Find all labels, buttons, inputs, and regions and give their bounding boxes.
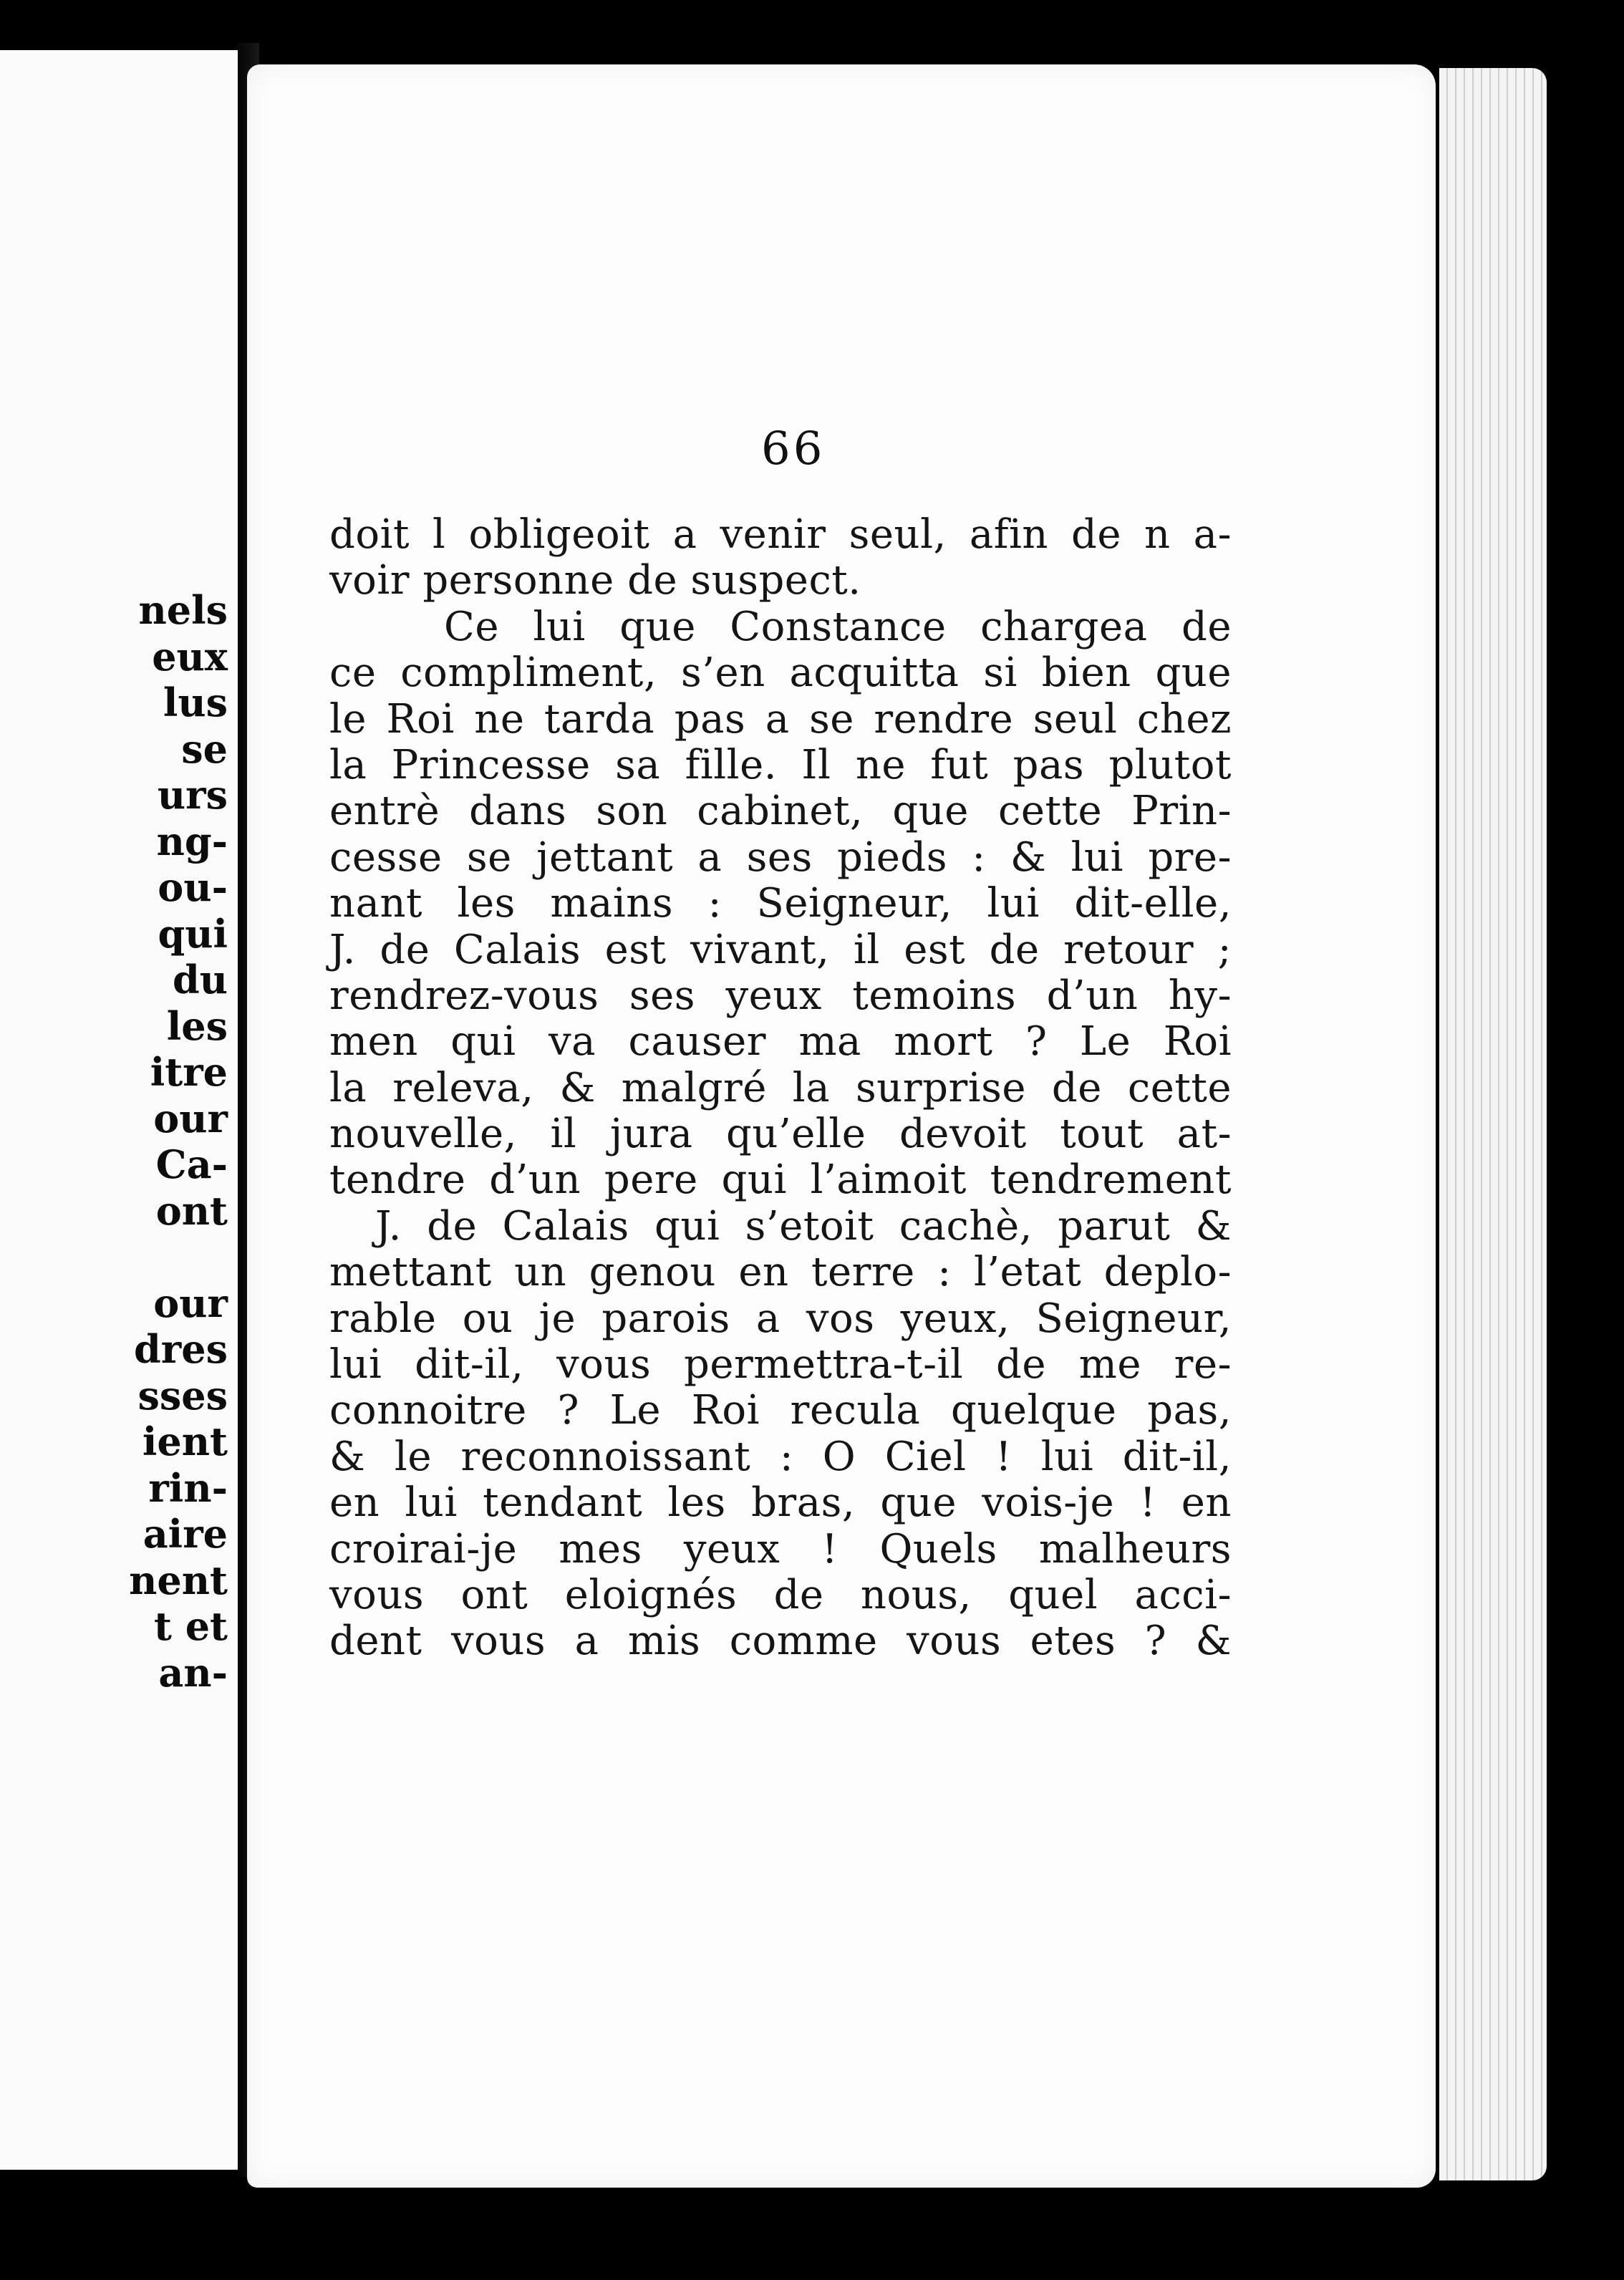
left-page-line: du [172,957,228,1003]
text-line: dent vous a mis comme vous etes ? & [329,1618,1232,1665]
left-page-line: an- [158,1649,228,1696]
text-line: Ce lui que Constance chargea de [444,603,1232,650]
left-page-line: nels [138,587,228,633]
left-page-line: ient [142,1419,228,1464]
text-line: nant les mains : Seigneur, lui dit-elle, [329,880,1232,927]
text-line: tendre d’un pere qui l’aimoit tendrement [329,1156,1232,1204]
text-line: ce compliment, s’en acquitta si bien que [329,649,1232,697]
left-page-line: urs [157,772,228,818]
text-line: entrè dans son cabinet, que cette Prin- [329,788,1232,835]
left-facing-page [0,50,241,2170]
text-line: la Princesse sa fille. Il ne fut pas plutot [329,741,1232,788]
text-line: voir personne de suspect. [329,557,861,604]
text-line: en lui tendant les bras, que vois-je ! en [329,1479,1232,1527]
left-page-line: nent [129,1557,228,1603]
page-edges [1439,68,1547,2180]
left-page-line: lus [163,680,228,725]
left-page-line: eux [152,633,228,680]
left-page-line: rin- [148,1464,228,1511]
text-line: J. de Calais est vivant, il est de retour ; [329,926,1232,973]
text-line: nouvelle, il jura qu’elle devoit tout at- [329,1111,1232,1158]
text-line: cesse se jettant a ses pieds : & lui pre- [329,834,1232,881]
left-page-line: se [181,725,228,772]
left-page-line: ont [155,1187,228,1234]
text-line: J. de Calais qui s’etoit cachè, parut & [375,1202,1232,1250]
left-page-line: itre [150,1049,228,1095]
left-page-line: aire [142,1511,228,1557]
left-page-line: qui [158,910,228,957]
text-line: le Roi ne tarda pas a se rendre seul chez [329,695,1232,743]
left-page-line: sses [137,1372,228,1419]
text-line: mettant un genou en terre : l’etat deplo- [329,1249,1232,1296]
page-number: 66 [761,422,826,475]
left-page-text-fragments [129,587,228,1696]
text-line: & le reconnoissant : O Ciel ! lui dit-il, [329,1433,1232,1480]
left-page-line: ng- [156,818,228,864]
left-page-line: Ca- [155,1141,228,1187]
left-page-line: dres [134,1326,228,1372]
text-line: la releva, & malgré la surprise de cette [329,1064,1232,1111]
text-line: rable ou je parois a vos yeux, Seigneur, [329,1295,1232,1342]
text-line: rendrez-vous ses yeux temoins d’un hy- [329,972,1232,1019]
text-line: croirai-je mes yeux ! Quels malheurs [329,1525,1232,1573]
left-page-line [129,1234,228,1280]
text-line: vous ont eloignés de nous, quel acci- [329,1571,1232,1618]
text-line: lui dit-il, vous permettra-t-il de me re- [329,1341,1232,1388]
text-line: men qui va causer ma mort ? Le Roi [329,1018,1232,1066]
left-page-line: les [166,1003,228,1049]
left-page-line: our [153,1280,228,1326]
left-page-line: ou- [158,864,228,910]
body-text [329,512,1232,1665]
text-line: doit l obligeoit a venir seul, afin de n a- [329,511,1232,558]
text-line: connoitre ? Le Roi recula quelque pas, [329,1387,1232,1434]
left-page-line: t et [153,1603,228,1649]
left-page-line: our [153,1095,228,1141]
